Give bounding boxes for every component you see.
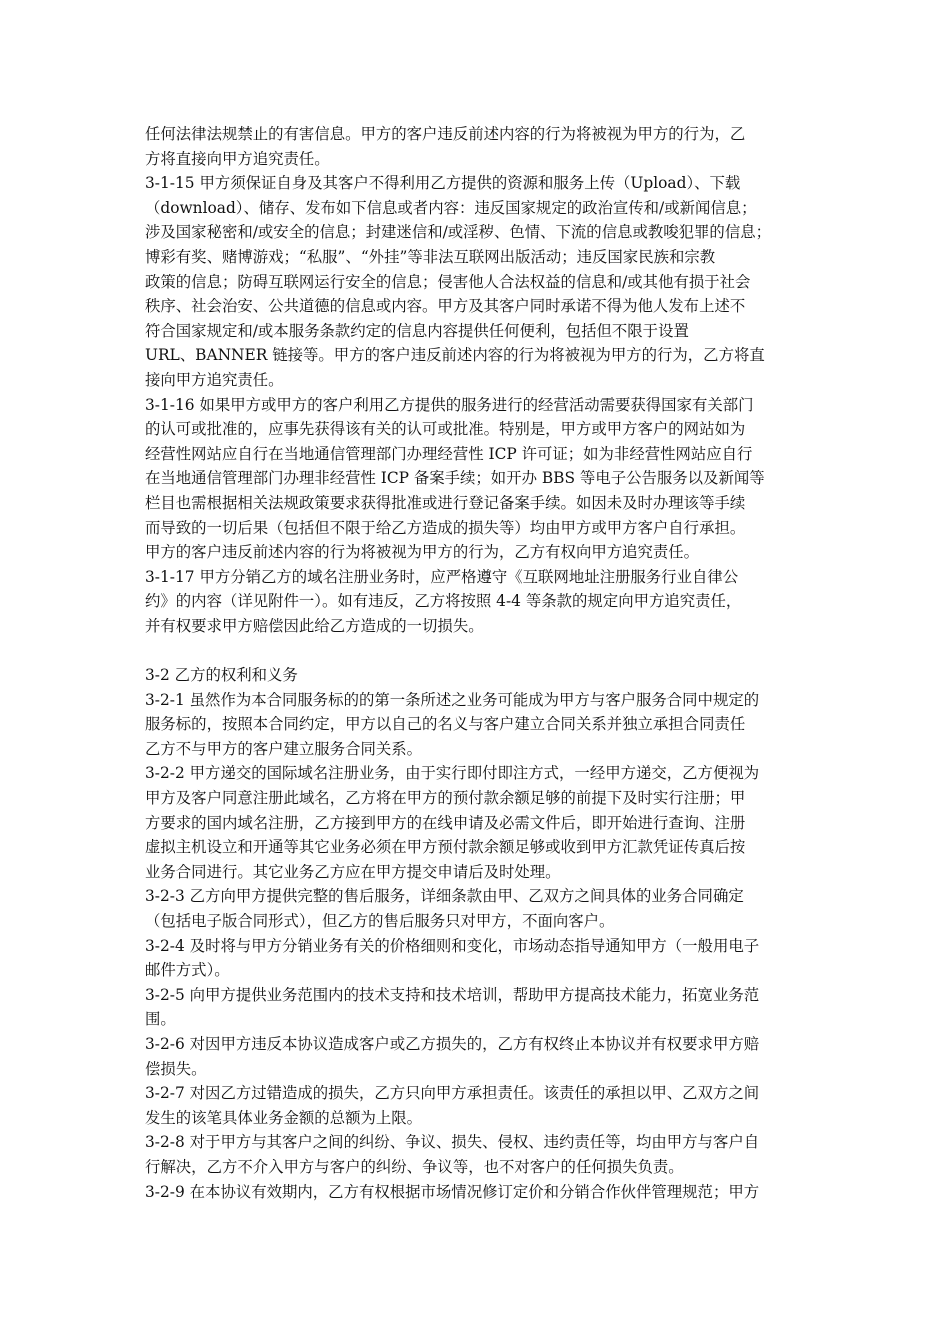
text-line: 围。	[145, 1010, 176, 1029]
text-line: 乙方不与甲方的客户建立服务合同关系。	[145, 739, 423, 758]
text-line: 3-1-16 如果甲方或甲方的客户利用乙方提供的服务进行的经营活动需要获得国家有关部门	[145, 395, 754, 414]
clause-paragraph	[145, 884, 809, 933]
text-line: 方将直接向甲方追究责任。	[145, 149, 330, 168]
text-line: 3-2-5 向甲方提供业务范围内的技术支持和技术培训，帮助甲方提高技术能力，拓宽业务范	[145, 985, 760, 1004]
clause-paragraph	[145, 983, 809, 1032]
text-line: 3-2-6 对因甲方违反本协议造成客户或乙方损失的，乙方有权终止本协议并有权要求甲方赔	[145, 1034, 760, 1053]
text-line: 甲方及客户同意注册此域名，乙方将在甲方的预付款余额足够的前提下及时实行注册；甲	[145, 789, 746, 808]
text-line: 甲方的客户违反前述内容的行为将被视为甲方的行为，乙方有权向甲方追究责任。	[145, 543, 700, 562]
text-line: 服务标的，按照本合同约定，甲方以自己的名义与客户建立合同关系并独立承担合同责任	[145, 715, 746, 734]
text-line: 3-2-7 对因乙方过错造成的损失，乙方只向甲方承担责任。该责任的承担以甲、乙双方之间	[145, 1084, 760, 1103]
text-line: 3-2-4 及时将与甲方分销业务有关的价格细则和变化，市场动态指导通知甲方（一般用电子	[145, 936, 760, 955]
text-line: 3-2 乙方的权利和义务	[145, 666, 298, 685]
text-line: 在当地通信管理部门办理非经营性 ICP 备案手续；如开办 BBS 等电子公告服务以及新闻等	[145, 469, 765, 488]
text-line: 3-1-15 甲方须保证自身及其客户不得利用乙方提供的资源和服务上传（Upload）、下载	[145, 174, 741, 193]
text-line: 3-2-3 乙方向甲方提供完整的售后服务，详细条款由甲、乙双方之间具体的业务合同确定	[145, 887, 744, 906]
text-line: 业务合同进行。其它业务乙方应在甲方提交申请后及时处理。	[145, 862, 561, 881]
clause-paragraph	[145, 393, 809, 565]
text-line: 博彩有奖、赌博游戏；“私服”、“外挂”等非法互联网出版活动；违反国家民族和宗教	[145, 247, 716, 266]
text-line: 3-1-17 甲方分销乙方的域名注册业务时，应严格遵守《互联网地址注册服务行业自律公	[145, 567, 739, 586]
text-line: 并有权要求甲方赔偿因此给乙方造成的一切损失。	[145, 616, 484, 635]
text-line: 3-2-8 对于甲方与其客户之间的纠纷、争议、损失、侵权、违约责任等，均由甲方与客户自	[145, 1133, 760, 1152]
clause-paragraph	[145, 761, 809, 884]
section-heading	[145, 663, 809, 688]
clause-paragraph	[145, 122, 809, 171]
text-line: 而导致的一切后果（包括但不限于给乙方造成的损失等）均由甲方或甲方客户自行承担。	[145, 518, 746, 537]
clause-paragraph	[145, 934, 809, 983]
text-line: 政策的信息；防碍互联网运行安全的信息；侵害他人合法权益的信息和/或其他有损于社会	[145, 272, 751, 291]
text-line: 接向甲方追究责任。	[145, 370, 284, 389]
text-line: 行解决，乙方不介入甲方与客户的纠纷、争议等，也不对客户的任何损失负责。	[145, 1157, 684, 1176]
text-line: 任何法律法规禁止的有害信息。甲方的客户违反前述内容的行为将被视为甲方的行为，乙	[145, 125, 746, 143]
text-line: 方要求的国内域名注册，乙方接到甲方的在线申请及必需文件后，即开始进行查询、注册	[145, 813, 746, 832]
text-line: 3-2-9 在本协议有效期内，乙方有权根据市场情况修订定价和分销合作伙伴管理规范；甲方	[145, 1182, 760, 1201]
clause-paragraph	[145, 1032, 809, 1081]
text-line: 符合国家规定和/或本服务条款约定的信息内容提供任何便利，包括但不限于设置	[145, 321, 689, 340]
clause-paragraph	[145, 1081, 809, 1130]
text-line: 虚拟主机设立和开通等其它业务必须在甲方预付款余额足够或收到甲方汇款凭证传真后按	[145, 838, 746, 857]
document-page	[145, 122, 809, 1204]
text-line: 发生的该笔具体业务金额的总额为上限。	[145, 1108, 423, 1127]
clause-paragraph	[145, 565, 809, 639]
text-line: 3-2-2 甲方递交的国际域名注册业务，由于实行即付即注方式，一经甲方递交，乙方便视为	[145, 764, 760, 783]
text-line: 约》的内容（详见附件一）。如有违反，乙方将按照 4-4 等条款的规定向甲方追究责任，	[145, 592, 742, 611]
text-line: 偿损失。	[145, 1059, 207, 1078]
text-line: （包括电子版合同形式），但乙方的售后服务只对甲方，不面向客户。	[145, 912, 615, 930]
text-line: 秩序、社会治安、公共道德的信息或内容。甲方及其客户同时承诺不得为他人发布上述不	[145, 297, 746, 316]
paragraph-spacer	[145, 638, 809, 663]
text-line: 经营性网站应自行在当地通信管理部门办理经营性 ICP 许可证；如为非经营性网站应自行	[145, 444, 753, 463]
clause-paragraph	[145, 1180, 809, 1205]
text-line: 涉及国家秘密和/或安全的信息；封建迷信和/或淫秽、色情、下流的信息或教唆犯罪的信息；	[145, 223, 771, 242]
text-line: URL、BANNER 链接等。甲方的客户违反前述内容的行为将被视为甲方的行为，乙方将直	[145, 346, 765, 365]
text-line: 的认可或批准的，应事先获得该有关的认可或批准。特别是，甲方或甲方客户的网站如为	[145, 420, 746, 439]
text-line: 邮件方式）。	[145, 961, 230, 980]
clause-paragraph	[145, 1130, 809, 1179]
clause-paragraph	[145, 171, 809, 392]
text-line: 栏目也需根据相关法规政策要求获得批准或进行登记备案手续。如因未及时办理该等手续	[145, 493, 746, 512]
text-line: （download）、储存、发布如下信息或者内容：违反国家规定的政治宣传和/或新闻信息；	[145, 198, 757, 217]
clause-paragraph	[145, 688, 809, 762]
text-line: 3-2-1 虽然作为本合同服务标的的第一条所述之业务可能成为甲方与客户服务合同中规定的	[145, 690, 760, 709]
